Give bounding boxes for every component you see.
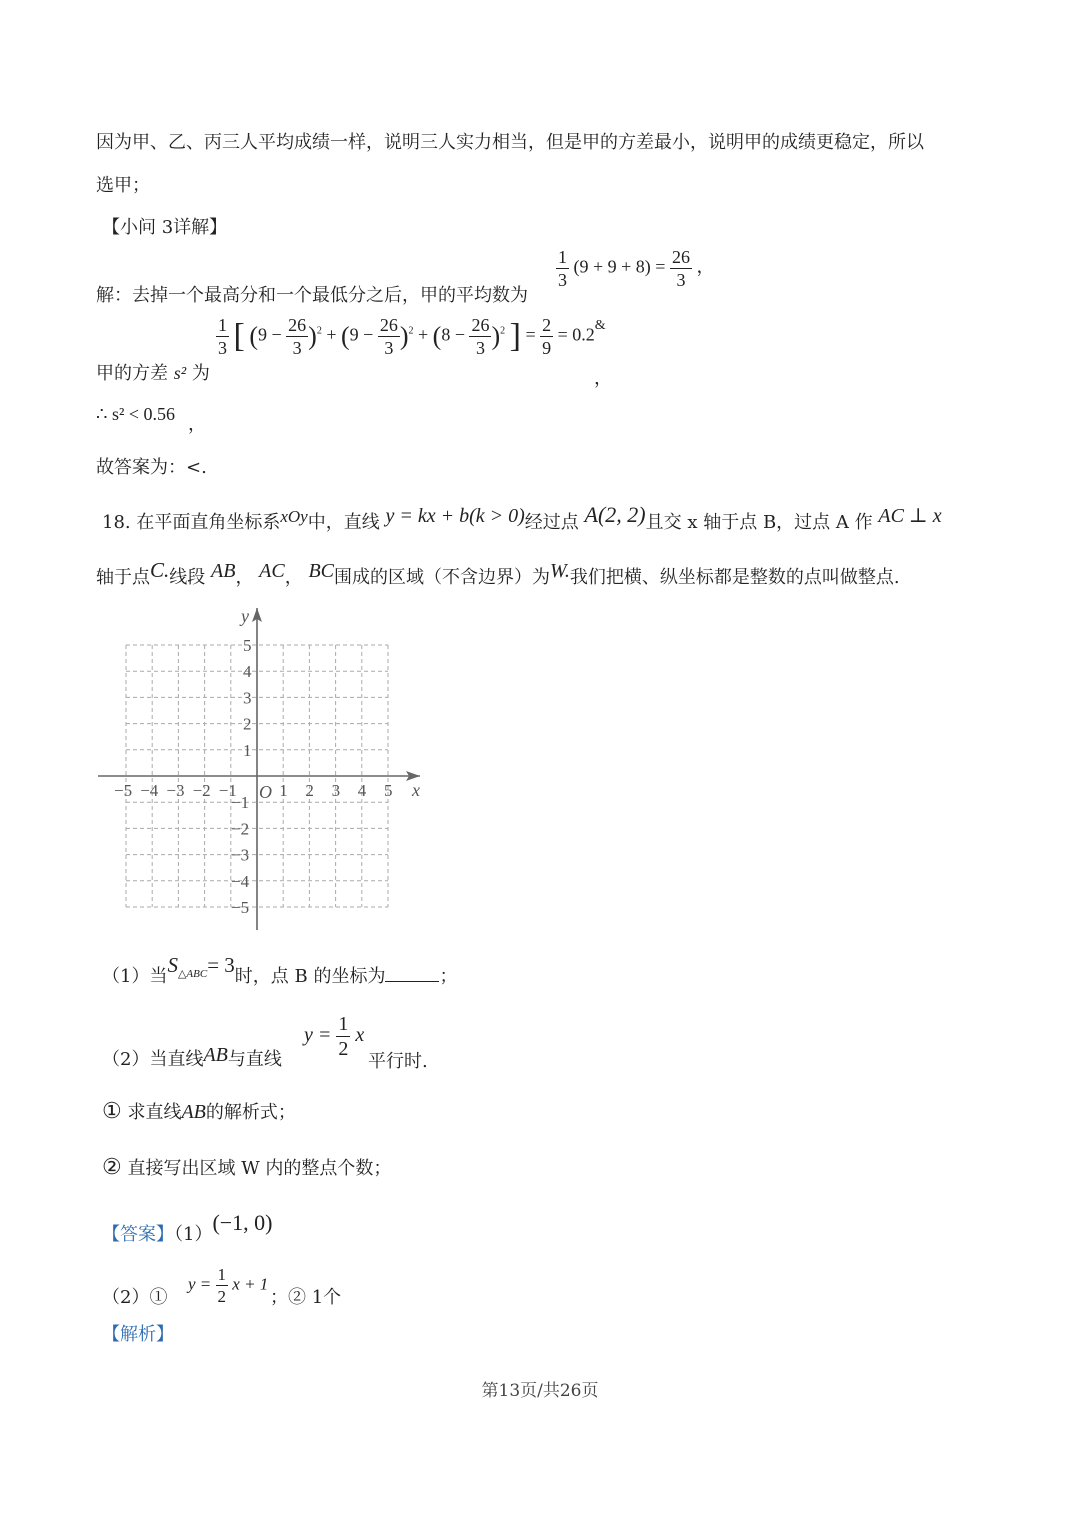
line-ab: AB: [181, 1101, 206, 1123]
text: 且交 x 轴于点 B，过点 A 作: [645, 512, 873, 533]
text: 直接写出区域 W 内的整点个数；: [127, 1158, 392, 1179]
s-symbol: S: [167, 953, 178, 977]
question-1: [102, 953, 458, 990]
fraction-numerator: 26: [471, 315, 490, 335]
text: ；②: [270, 1287, 306, 1308]
x-tick-label: −5: [114, 781, 133, 800]
fraction-26-3: [286, 316, 308, 357]
answer-line: 故答案为：<.: [96, 457, 207, 478]
circled-two: ②: [102, 1155, 122, 1180]
fraction-denominator: 2: [217, 1287, 227, 1306]
text: ；: [439, 966, 458, 987]
answer-count: 1个: [311, 1287, 342, 1308]
origin-label: O: [259, 782, 272, 802]
x-tick-label: 4: [357, 781, 367, 800]
circled-one: ①: [102, 1099, 122, 1124]
y-tick-label: 5: [243, 636, 252, 655]
fraction-numerator: 26: [379, 315, 398, 335]
text: 时，点 B 的坐标为: [234, 966, 386, 987]
paragraph-line: 因为甲、乙、丙三人平均成绩一样，说明三人实力相当，但是甲的方差最小，说明甲的成绩更稳定，所以: [96, 132, 924, 153]
text: （1）当: [102, 966, 168, 987]
sub-question-heading: 【小问 3详解】: [102, 217, 228, 238]
x-tick-label: −2: [192, 781, 211, 800]
fraction-numerator: 26: [671, 247, 690, 267]
text: 求直线: [127, 1102, 182, 1123]
segment-ab: AB: [211, 560, 236, 582]
x-plus-one: x + 1: [232, 1274, 269, 1294]
parallel-line-expr: [304, 1014, 364, 1059]
text: 轴于点: [96, 567, 150, 588]
y-equals: y =: [188, 1274, 212, 1294]
point-c: C.: [150, 558, 170, 582]
plus: +: [326, 324, 337, 345]
text: 与直线: [227, 1049, 282, 1070]
fraction-denominator: 3: [292, 338, 302, 358]
fraction-denominator: 3: [218, 338, 227, 358]
text: 的解析式；: [205, 1102, 296, 1123]
fraction-numerator: 1: [218, 315, 227, 335]
triangle-subscript: △ABC: [177, 968, 208, 981]
y-tick-label: −1: [231, 793, 250, 813]
page-footer: 第13页/共26页: [481, 1381, 599, 1401]
fraction-numerator: 26: [288, 315, 307, 335]
fraction-denominator: 3: [676, 270, 686, 290]
text: 围成的区域（不含边界）为: [334, 567, 551, 588]
fraction-one-half: [336, 1014, 350, 1059]
x-tick-label: −3: [166, 781, 185, 800]
answer-line-expr: [188, 1266, 268, 1305]
text: （2）当直线: [102, 1049, 204, 1070]
fraction-numerator: 1: [338, 1013, 349, 1035]
text: 平行时.: [368, 1051, 428, 1072]
variance-text: 甲的方差: [96, 363, 168, 384]
line-equation: y = kx + b(k > 0): [385, 505, 525, 527]
fraction-numerator: 1: [558, 247, 567, 267]
fraction-numerator: 1: [217, 1265, 227, 1284]
equals-three: = 3: [207, 953, 235, 977]
term: 9 −: [258, 324, 282, 345]
fraction-denominator: 9: [542, 338, 552, 358]
variance-expression: $\frac{1}{3}$ [ (9 − $\frac{26}{3}$ )$^2$ + (9 − $\frac{26}{3}$ )$^2$ + (8 − $\frac{26}{3}$ )$^2$ ] = $\frac{2}{9}$ = 0.2&: [218, 315, 606, 358]
y-tick-label: 3: [243, 688, 252, 708]
fraction-one-half: [216, 1266, 229, 1305]
x-tick-label: 1: [279, 781, 288, 800]
fraction-denominator: 3: [558, 270, 567, 290]
fraction-one-third: [556, 248, 569, 289]
question-2-2: [102, 1154, 391, 1180]
perpendicular-expr: AC ⊥ x: [878, 505, 942, 527]
y-tick-label: −2: [231, 819, 250, 839]
question-2: [102, 1045, 282, 1071]
text: 我们把横、纵坐标都是整数的点叫做整点.: [569, 567, 900, 588]
answer-point-b: (−1, 0): [212, 1210, 273, 1235]
repeating-mark: &: [594, 317, 606, 333]
comma: ，: [235, 567, 254, 588]
analysis-label: 【解析】: [102, 1324, 174, 1345]
problem-18-line1: [102, 502, 942, 538]
y-axis-label: y: [241, 606, 249, 626]
variance-label: [96, 359, 210, 385]
x-var: x: [355, 1024, 365, 1047]
mean-sum: (9 + 9 + 8) =: [573, 256, 666, 277]
point-a: A(2, 2): [584, 502, 646, 527]
comma: ，: [594, 368, 612, 389]
x-tick-label: −4: [140, 781, 159, 800]
plus: +: [417, 324, 429, 345]
segment-ac: AC: [259, 560, 285, 582]
left-bracket: [: [233, 317, 245, 355]
region-w: W.: [550, 560, 570, 582]
fraction-two-ninths: [540, 316, 553, 357]
text: （1）: [174, 1224, 213, 1245]
y-tick-label: −3: [231, 845, 250, 865]
y-equals: y =: [304, 1024, 332, 1047]
mean-expression: [556, 248, 714, 289]
y-tick-label: 2: [243, 714, 252, 734]
solution-intro: 解：去掉一个最高分和一个最低分之后，甲的平均数为: [96, 285, 528, 306]
comma: ，: [284, 567, 303, 588]
y-tick-label: 1: [243, 740, 252, 760]
answer-blank[interactable]: [385, 967, 439, 982]
y-tick-label: −5: [231, 898, 250, 917]
paragraph-line: 选甲；: [96, 175, 150, 196]
text: 线段: [169, 567, 206, 588]
text: 18. 在平面直角坐标系: [102, 512, 281, 533]
fraction-one-third: [216, 316, 229, 357]
answer-part-2-rest: [270, 1283, 341, 1309]
x-tick-label: 5: [384, 781, 393, 800]
term: 8 −: [441, 324, 465, 345]
fraction-26-3: [469, 316, 491, 357]
fraction-26-3: [378, 316, 400, 357]
problem-18-line2: [96, 558, 900, 589]
x-axis-label: x: [412, 780, 420, 800]
comma: ，: [696, 256, 715, 277]
x-tick-label: 2: [305, 781, 314, 800]
fraction-denominator: 2: [338, 1038, 349, 1060]
s-squared: s²: [173, 363, 187, 383]
y-tick-label: 4: [243, 662, 252, 682]
x-tick-label: −1: [218, 781, 237, 800]
area-symbol: [167, 953, 208, 981]
fraction-numerator: 2: [542, 315, 552, 335]
comma: ，: [188, 414, 206, 435]
term: 9 −: [349, 324, 374, 345]
question-2-1: [102, 1098, 296, 1124]
fraction-denominator: 3: [384, 338, 394, 358]
answer-part-2: [102, 1283, 167, 1309]
therefore-line: ∴ s² < 0.56: [96, 404, 176, 424]
variance-result: = 0.2: [557, 324, 595, 345]
segment-bc: BC: [308, 560, 335, 582]
line-ab: AB: [203, 1044, 228, 1066]
wei-text: 为: [191, 363, 210, 384]
coordinate-grid: [90, 600, 440, 940]
y-tick-label: −4: [231, 871, 250, 891]
fraction-mean: [670, 248, 692, 289]
text: （2）①: [102, 1287, 168, 1308]
xoy: xOy: [280, 507, 308, 526]
answer-section: [102, 1210, 273, 1246]
fraction-denominator: 3: [475, 338, 485, 358]
answer-label: 【答案】: [102, 1224, 174, 1245]
right-bracket: ]: [509, 317, 521, 355]
x-tick-label: 3: [331, 781, 341, 800]
text: 中，直线: [307, 512, 380, 533]
text: 经过点: [524, 512, 579, 533]
